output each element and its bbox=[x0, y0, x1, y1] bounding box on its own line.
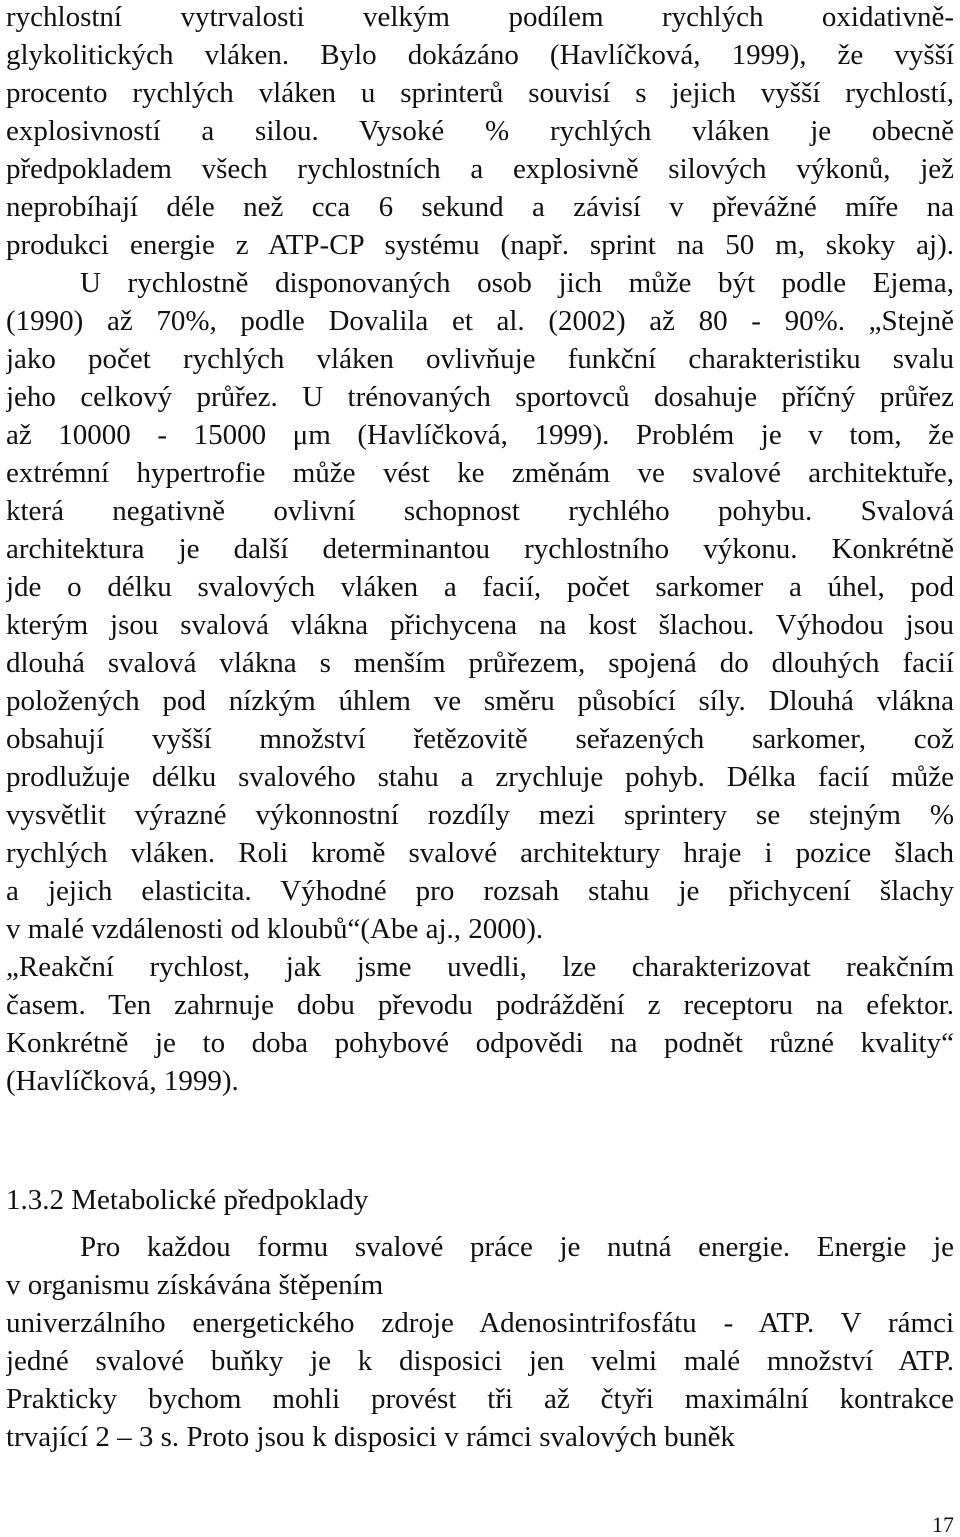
body-line: extrémní hypertrofie může vést ke změnám ve svalové architektuře, bbox=[6, 457, 954, 489]
body-line: jde o délku svalových vláken a facií, počet sarkomer a úhel, pod bbox=[6, 571, 954, 603]
body-line: položených pod nízkým úhlem ve směru působící síly. Dlouhá vlákna bbox=[6, 685, 954, 717]
body-line: (Havlíčková, 1999). bbox=[6, 1065, 239, 1097]
body-line: předpokladem všech rychlostních a explosivně silových výkonů, jež bbox=[6, 153, 954, 185]
body-line: až 10000 - 15000 μm (Havlíčková, 1999). Problém je v tom, že bbox=[6, 419, 954, 451]
body-line: prodlužuje délku svalového stahu a zrychluje pohyb. Délka facií může bbox=[6, 761, 954, 793]
section-line: v organismu získávána štěpením bbox=[6, 1269, 384, 1301]
body-line: „Reakční rychlost, jak jsme uvedli, lze charakterizovat reakčním bbox=[6, 951, 954, 983]
section-line: Prakticky bychom mohli provést tři až čtyři maximální kontrakce bbox=[6, 1383, 954, 1415]
body-line: (1990) až 70%, podle Dovalila et al. (2002) až 80 - 90%. „Stejně bbox=[6, 305, 954, 337]
body-line: glykolitických vláken. Bylo dokázáno (Havlíčková, 1999), že vyšší bbox=[6, 39, 954, 71]
section-line: trvající 2 – 3 s. Proto jsou k disposici v rámci svalových buněk bbox=[6, 1421, 735, 1453]
body-line: Konkrétně je to doba pohybové odpovědi na podnět různé kvality“ bbox=[6, 1027, 954, 1059]
body-line: časem. Ten zahrnuje dobu převodu podráždění z receptoru na efektor. bbox=[6, 989, 954, 1021]
body-line: rychlých vláken. Roli kromě svalové architektury hraje i pozice šlach bbox=[6, 837, 954, 869]
body-line: U rychlostně disponovaných osob jich může být podle Ejema, bbox=[80, 267, 954, 299]
body-line: dlouhá svalová vlákna s menším průřezem, spojená do dlouhých facií bbox=[6, 647, 954, 679]
body-line: jako počet rychlých vláken ovlivňuje funkční charakteristiku svalu bbox=[6, 343, 954, 375]
page-number: 17 bbox=[932, 1512, 954, 1537]
body-line: neprobíhají déle než cca 6 sekund a závisí v převážné míře na bbox=[6, 191, 954, 223]
body-line: procento rychlých vláken u sprinterů souvisí s jejich vyšší rychlostí, bbox=[6, 77, 954, 109]
section-line: Pro každou formu svalové práce je nutná energie. Energie je bbox=[80, 1231, 954, 1263]
body-line: vysvětlit výrazné výkonnostní rozdíly mezi sprintery se stejným % bbox=[6, 799, 954, 831]
body-line: a jejich elasticita. Výhodné pro rozsah stahu je přichycení šlachy bbox=[6, 875, 954, 907]
body-line: explosivností a silou. Vysoké % rychlých vláken je obecně bbox=[6, 115, 954, 147]
body-line: produkci energie z ATP-CP systému (např. sprint na 50 m, skoky aj). bbox=[6, 229, 954, 261]
body-line: rychlostní vytrvalosti velkým podílem rychlých oxidativně- bbox=[6, 1, 954, 33]
section-heading: 1.3.2 Metabolické předpoklady bbox=[6, 1184, 369, 1216]
section-line: univerzálního energetického zdroje Adenosintrifosfátu - ATP. V rámci bbox=[6, 1307, 954, 1339]
body-line: v malé vzdálenosti od kloubů“(Abe aj., 2000). bbox=[6, 913, 544, 945]
section-line: jedné svalové buňky je k disposici jen velmi malé množství ATP. bbox=[6, 1345, 954, 1377]
body-line: obsahují vyšší množství řetězovitě seřazených sarkomer, což bbox=[6, 723, 954, 755]
body-line: jeho celkový průřez. U trénovaných sportovců dosahuje příčný průřez bbox=[6, 381, 954, 413]
body-line: kterým jsou svalová vlákna přichycena na kost šlachou. Výhodou jsou bbox=[6, 609, 954, 641]
body-line: která negativně ovlivní schopnost rychlého pohybu. Svalová bbox=[6, 495, 954, 527]
body-line: architektura je další determinantou rychlostního výkonu. Konkrétně bbox=[6, 533, 954, 565]
